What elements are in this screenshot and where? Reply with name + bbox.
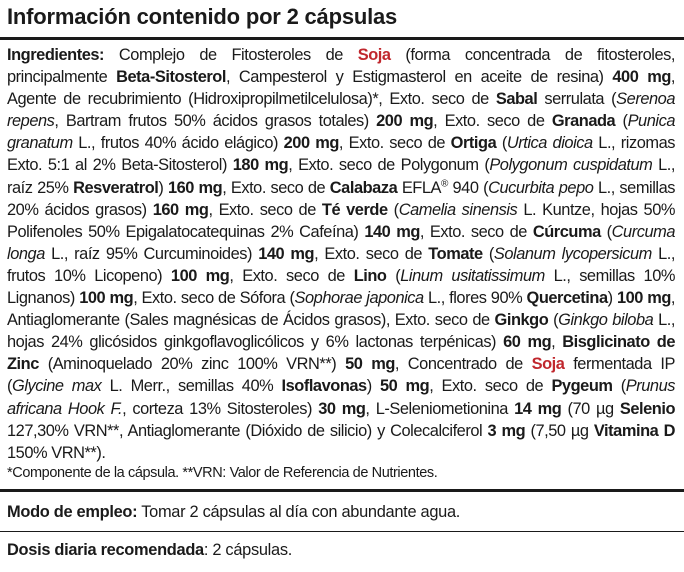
page-title: Información contenido por 2 cápsulas [7,4,398,29]
ingredient-segment: (Aminoquelado 20% zinc 100% VRN**) [38,355,346,374]
ingredient-segment: 400 mg [612,68,671,87]
ingredient-segment: ( [496,134,507,153]
ingredient-segment: L., frutos 40% ácido elágico) [72,134,284,153]
ingredient-segment: 140 mg [364,222,420,241]
ingredient-segment: L., raíz 95% Curcuminoides) [44,244,259,263]
ingredient-segment: L., semillas 20% ácidos grasos) [7,178,676,219]
ingredients-paragraph [7,44,675,464]
ingredient-segment: 160 mg [167,178,223,197]
ingredient-segment: Prunus africana Hook F. [7,377,675,418]
ingredient-segment: , L-Seleniometionina [365,399,515,418]
ingredient-segment: Ortiga [450,134,497,153]
ingredient-segment: Camelia sinensis [398,200,518,219]
ingredient-segment: , Concentrado de [394,355,532,374]
ingredient-segment: Soja [357,46,391,64]
ingredient-segment: , Exto. seco de [222,178,330,197]
ingredient-segment: 60 mg [503,333,552,352]
ingredient-segment: Glycine max [12,377,102,396]
ingredient-segment: 940 ( [447,178,489,197]
ingredient-segment: Calabaza [329,178,398,197]
ingredient-segment: L., flores 90% [423,289,527,308]
ingredient-segment: 180 mg [232,156,289,175]
title-divider [0,37,684,40]
ingredient-segment: 14 mg [514,399,562,418]
footnote-divider [0,489,684,492]
ingredient-segment: Cúrcuma [532,222,601,241]
ingredient-segment: ) [366,377,380,396]
ingredient-segment: Sabal [495,90,538,109]
ingredient-segment: Cucurbita pepo [488,178,594,197]
ingredient-segment: Urtica dioica [506,134,593,153]
ingredient-segment: ( [600,222,612,241]
ingredient-segment: ( [387,200,399,219]
ingredient-segment: Resveratrol [73,178,159,197]
ingredient-segment: L. Kuntze, hojas 50% Polifenoles 50% Epigalatocatequinas 2% Cafeína) [7,200,675,241]
ingredient-segment: Ginkgo biloba [558,311,654,330]
ingredient-segment: , Exto. seco de [429,377,552,396]
ingredient-segment: , Agente de recubrimiento (Hidroxipropilmetilcelulosa)*, Exto. seco de [7,68,675,109]
ingredient-segment: Linum usitatissimum [400,266,545,285]
ingredient-segment: ) [158,178,168,197]
ingredient-segment: Complejo de Fitosteroles de [104,46,358,64]
ingredient-segment: , Exto. seco de [433,112,552,131]
ingredient-segment: 100 mg [170,266,230,285]
ingredient-segment: (7,50 µg [525,421,594,440]
ingredient-segment: 150% VRN**). [7,443,106,462]
ingredient-segment: , Exto. seco de [208,200,322,219]
ingredient-segment: serrulata ( [537,90,617,109]
ingredient-segment: L., frutos 10% Licopeno) [7,244,675,285]
ingredient-segment: ( [548,311,559,330]
ingredient-segment: 3 mg [487,421,526,440]
ingredient-segment: ( [482,244,494,263]
ingredient-segment: fermentada IP ( [7,355,675,396]
ingredient-segment: 100 mg [616,289,671,308]
ingredient-segment: Sophorae japonica [294,289,424,308]
ingredient-segment: Granada [551,112,616,131]
usage-text: Tomar 2 cápsulas al día con abundante agua. [137,503,461,521]
usage-row [7,503,460,522]
ingredient-segment: (70 µg [561,399,620,418]
ingredient-segment: Punica granatum [7,112,675,153]
ingredient-segment: 140 mg [258,244,315,263]
ingredient-segment: Tomate [428,244,483,263]
ingredient-segment: 127,30% VRN**, Antiaglomerante (Dióxido de silicio) y Colecalciferol [7,421,488,440]
ingredient-segment: , Antiaglomerante (Sales magnésicas de Ácidos grasos), Exto. seco de [7,289,676,330]
ingredient-segment: ( [612,377,626,396]
ingredient-segment: Lino [353,266,387,285]
ingredient-segment: Bisglicinato de Zinc [7,333,676,374]
ingredient-segment: 160 mg [152,200,209,219]
dose-text: : 2 cápsulas. [203,541,292,559]
ingredient-segment: Vitamina D [593,421,675,440]
usage-divider [0,531,684,532]
ingredient-segment: , Exto. seco de Polygonum ( [288,156,490,175]
ingredient-segment: Selenio [619,399,676,418]
ingredient-segment: ( [615,112,628,131]
ingredient-segment: L., semillas 10% Lignanos) [7,266,675,308]
ingredient-segment: Té verde [321,200,388,219]
ingredient-segment: Soja [531,355,565,374]
ingredient-segment: Quercetina [526,289,608,308]
ingredient-segment: 50 mg [379,377,430,396]
ingredient-segment: 30 mg [318,399,366,418]
ingredient-segment: , Exto. seco de Sófora ( [133,289,295,308]
ingredient-segment: L., rizomas Exto. 5:1 al 2% Beta-Sitosterol) [7,134,675,175]
ingredient-segment: , Exto. seco de [419,222,533,241]
ingredient-segment: Pygeum [551,377,613,396]
usage-label: Modo de empleo: [7,503,138,521]
ingredient-segment: , Exto. seco de [229,266,354,285]
ingredient-segment: , Exto. seco de [338,134,451,153]
ingredient-segment: 200 mg [376,112,434,131]
ingredient-segment: , corteza 13% Sitosteroles) [122,399,319,418]
ingredient-segment: Serenoa repens [7,90,675,131]
ingredient-segment: , Exto. seco de [314,244,429,263]
ingredient-segment: Curcuma longa [7,222,675,263]
ingredient-segment: ® [441,178,448,190]
ingredient-segment: Beta-Sitosterol [116,68,226,87]
ingredient-segment: Isoflavonas [281,377,367,396]
ingredient-segment: 200 mg [283,134,339,153]
ingredient-segment: L., hojas 24% glicósidos ginkgoflavoglicólicos y 6% lactonas terpénicas) [7,311,676,352]
dose-label: Dosis diaria recomendada [7,541,204,559]
ingredient-segment: 50 mg [345,355,395,374]
ingredient-segment: , Campesterol y Estigmasterol en aceite de resina) [225,68,613,87]
ingredient-segment: Ingredientes: [7,46,105,64]
ingredient-segment: L. Merr., semillas 40% [101,377,282,396]
dose-row [7,541,292,560]
ingredient-segment: Ginkgo [494,311,549,330]
ingredient-segment: Polygonum cuspidatum [489,156,653,175]
ingredient-segment: ( [386,266,401,285]
ingredient-segment: , Bartram frutos 50% ácidos grasos totales) [54,112,377,131]
ingredient-segment: , [551,333,563,352]
ingredient-segment: EFLA [397,178,442,197]
ingredient-segment: (forma concentrada de fitosteroles, principalmente [7,46,675,87]
footnote: *Componente de la cápsula. **VRN: Valor de Referencia de Nutrientes. [7,465,438,481]
ingredient-segment: Solanum lycopersicum [493,244,652,263]
ingredient-segment: 100 mg [79,289,134,308]
ingredient-segment: L., raíz 25% [7,156,675,197]
ingredient-segment: ) [607,289,617,308]
